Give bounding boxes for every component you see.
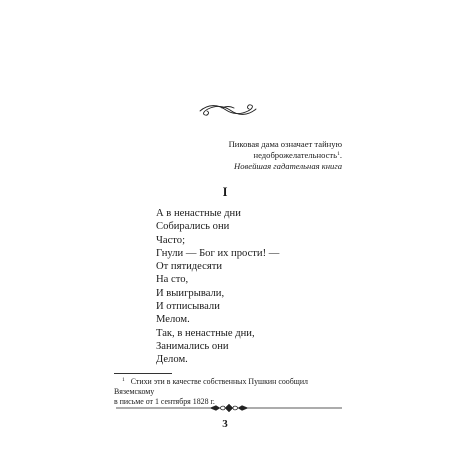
epigraph-punctuation: .	[339, 150, 342, 161]
footnote-line: в письме от 1 сентября 1828 г.	[114, 397, 215, 407]
page-number: 3	[222, 418, 228, 430]
footnote-divider	[114, 373, 172, 374]
poem-line: И выигрывали,	[156, 287, 225, 299]
poem	[156, 207, 279, 367]
poem-line: На сто,	[156, 274, 189, 286]
poem-line: Так, в ненастные дни,	[156, 327, 255, 339]
epigraph-line: Пиковая дама означает тайную	[228, 139, 342, 149]
poem-line: Гнули — Бог их прости! —	[156, 247, 280, 259]
chapter-heading: I	[222, 185, 228, 199]
poem-line: А в ненастные дни	[156, 208, 241, 219]
poem-line: От пятидесяти	[156, 261, 222, 273]
epigraph	[142, 139, 342, 173]
poem-line: Часто;	[156, 234, 186, 246]
epigraph-source: Новейшая гадательная книга	[234, 161, 342, 172]
poem-line: Делом.	[156, 354, 188, 366]
epigraph-line	[142, 150, 342, 161]
poem-line: Мелом.	[156, 314, 190, 326]
divider-ornament-icon	[116, 403, 342, 413]
footnote-mark: 1	[122, 377, 125, 383]
footnote-line	[114, 377, 346, 397]
footnote-reference[interactable]: 1	[337, 151, 340, 158]
poem-line: Собирались они	[156, 221, 230, 233]
poem-line: И отписывали	[156, 301, 220, 313]
flourish-ornament-icon	[196, 100, 260, 120]
epigraph-text: недоброжелательность	[253, 150, 338, 161]
poem-line: Занимались они	[156, 340, 229, 352]
footnote-text: Стихи эти в качестве собственных Пушкин сообщил Вяземскому	[114, 377, 308, 397]
